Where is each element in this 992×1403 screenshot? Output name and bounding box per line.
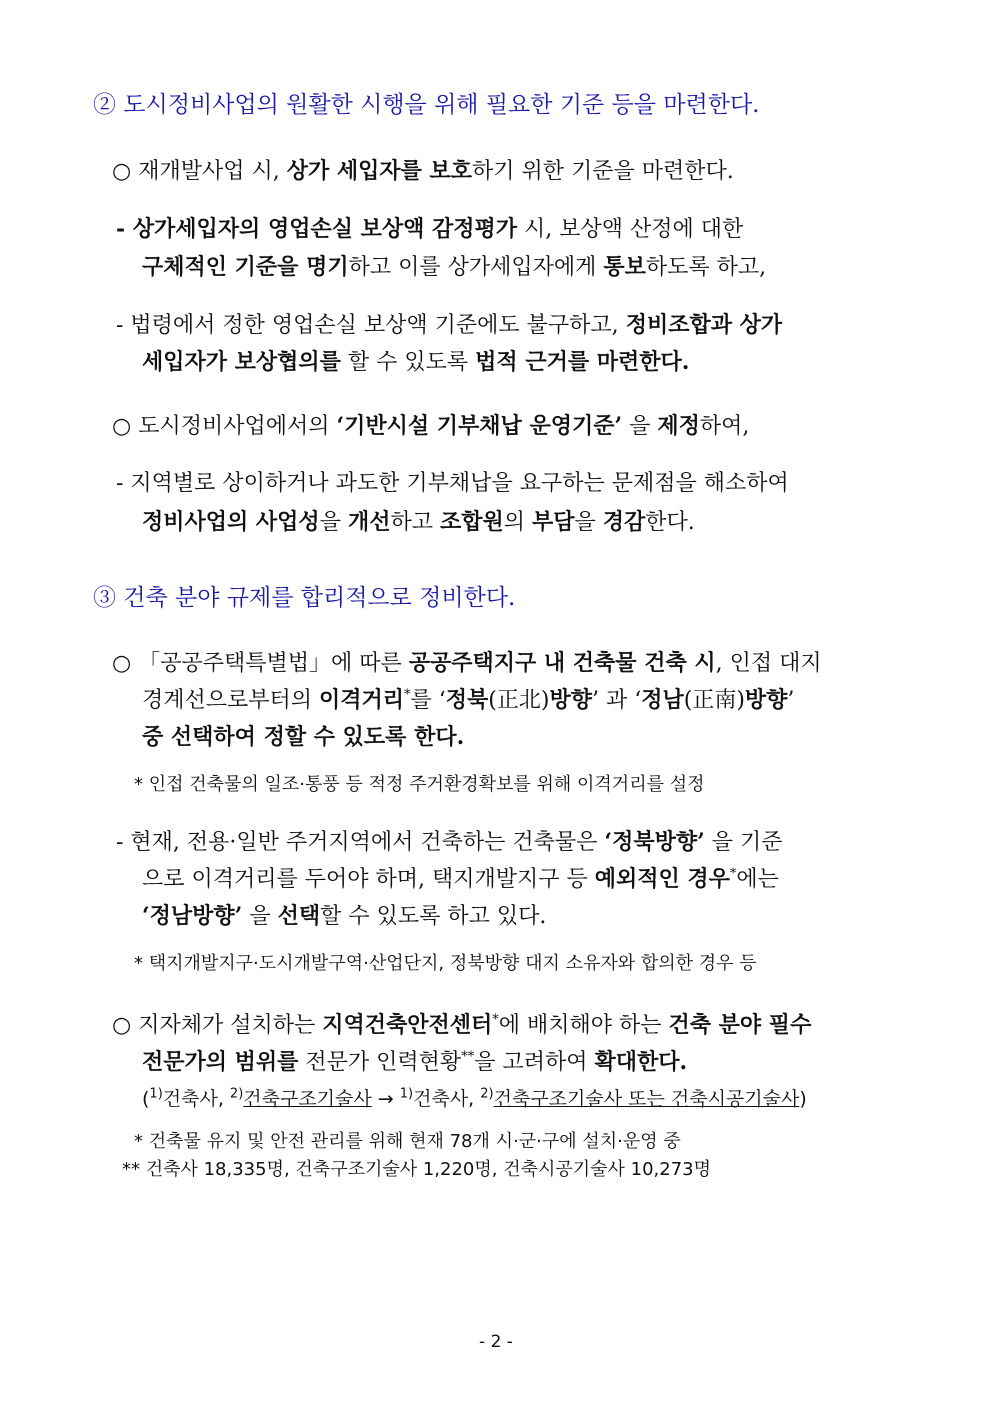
bold-text: 확대한다. [594, 1049, 688, 1075]
bold-text: - 상가세입자의 영업손실 보상액 감정평가 [116, 216, 518, 242]
text: 전문가 인력현황 [298, 1050, 462, 1075]
text: 의 [503, 510, 532, 535]
text: 하고 [390, 510, 440, 535]
text: 한다. [645, 510, 695, 535]
bold-text: 공공주택지구 내 건축물 건축 시 [408, 650, 716, 676]
s3-dash-1-line-1 [116, 827, 783, 858]
bold-text: ‘기반시설 기부채납 운영기준’ [336, 413, 623, 439]
footnote-marker: * [404, 687, 411, 703]
text: 건축사, [162, 1088, 230, 1110]
bold-text: 부담 [531, 509, 575, 535]
section-2-heading: ② 도시정비사업의 원활한 시행을 위해 필요한 기준 등을 마련한다. [93, 92, 760, 118]
s2-dash-2-line-1 [116, 310, 782, 341]
footnote-4: ** 건축사 18,335명, 건축구조기술사 1,220명, 건축시공기술사 10,273명 [122, 1159, 712, 1180]
underlined-text: 건축구조기술사 [243, 1088, 372, 1110]
text: ( [142, 1088, 150, 1110]
text: 을 [319, 510, 348, 535]
bold-text: 법적 근거를 마련한다. [475, 349, 690, 375]
text: 을 [574, 510, 603, 535]
s3-bullet-1-line-3: 중 선택하여 정할 수 있도록 한다. [142, 724, 465, 750]
text: 하도록 하고, [645, 255, 767, 280]
text: 을 [622, 414, 658, 439]
text: 시, 보상액 산정에 대한 [517, 217, 744, 242]
bold-text: 구체적인 기준을 명기 [142, 254, 349, 280]
s2-dash-1-line-1 [116, 214, 743, 245]
text: ) [799, 1088, 807, 1110]
text: 건축사, [413, 1088, 481, 1110]
footnote-1: * 인접 건축물의 일조·통풍 등 적정 주거환경확보를 위해 이격거리를 설정 [134, 774, 705, 795]
bold-text: 이격거리 [319, 687, 405, 713]
s3-bullet-2-line-2 [142, 1047, 687, 1078]
footnote-marker: * [729, 866, 737, 882]
s2-dash-3-line-1: - 지역별로 상이하거나 과도한 기부채납을 요구하는 문제점을 해소하여 [116, 471, 789, 496]
text: 할 수 있도록 하고 있다. [320, 904, 547, 929]
text: (正南) [683, 688, 745, 713]
s2-dash-3-line-2 [142, 507, 695, 538]
text: - 현재, 전용·일반 주거지역에서 건축하는 건축물은 [116, 830, 605, 855]
text: ○ 도시정비사업에서의 [112, 414, 337, 439]
footnote-marker: ** [461, 1049, 475, 1065]
text: 하고 이를 상가세입자에게 [348, 255, 604, 280]
bold-text: 건축 분야 필수 [668, 1012, 812, 1038]
bold-text: 세입자가 보상협의를 [142, 349, 341, 375]
text: 에는 [736, 867, 779, 892]
text: 할 수 있도록 [340, 350, 476, 375]
list-marker: 2) [229, 1086, 244, 1102]
bold-text: 방향 [549, 687, 592, 713]
s2-bullet-2 [112, 411, 749, 442]
bold-text: 정비조합과 상가 [625, 312, 783, 338]
text: ○ 「공공주택특별법」에 따른 [112, 651, 409, 676]
s2-dash-1-line-2 [142, 252, 766, 283]
footnote-3: * 건축물 유지 및 안전 관리를 위해 현재 78개 시·군·구에 설치·운영 중 [134, 1131, 681, 1152]
text: ○ 지자체가 설치하는 [112, 1013, 323, 1038]
text: ○ 재개발사업 시, [112, 159, 287, 184]
bold-text: 상가 세입자를 보호 [286, 158, 473, 184]
text: 을 [242, 904, 278, 929]
text: 하여, [699, 414, 750, 439]
bold-text: 선택 [277, 903, 321, 929]
text: ’ [787, 688, 795, 713]
list-marker: 2) [480, 1086, 494, 1102]
text: 에 배치해야 하는 [498, 1013, 669, 1038]
s3-bullet-1-line-1 [112, 648, 822, 679]
footnote-2: * 택지개발지구·도시개발구역·산업단지, 정북방향 대지 소유자와 합의한 경우 등 [134, 953, 757, 974]
list-marker: 1) [399, 1086, 414, 1102]
text: , 인접 대지 [715, 651, 822, 676]
text: 을 고려하여 [474, 1050, 595, 1075]
text: - 법령에서 정한 영업손실 보상액 기준에도 불구하고, [116, 313, 626, 338]
s3-bullet-1-line-2 [142, 685, 794, 716]
s2-bullet-1 [112, 156, 734, 187]
text: 을 기준 [704, 830, 783, 855]
bold-text: 개선 [347, 509, 391, 535]
arrow-icon: → [371, 1088, 400, 1110]
text: ’ 과 ‘ [591, 688, 642, 713]
bold-text: 전문가의 범위를 [142, 1049, 299, 1075]
text: 를 ‘ [410, 688, 446, 713]
page-number: - 2 - [479, 1332, 513, 1352]
s3-dash-1-line-3 [142, 901, 546, 932]
bold-text: 정북 [445, 687, 489, 713]
bold-text: 제정 [657, 413, 700, 439]
bold-text: 예외적인 경우 [594, 866, 730, 892]
bold-text: 조합원 [439, 509, 504, 535]
footnote-marker: * [492, 1012, 499, 1028]
text: (正北) [488, 688, 550, 713]
bold-text: ‘정남방향’ [142, 903, 243, 929]
s2-dash-2-line-2 [142, 347, 689, 378]
bold-text: 정남 [641, 687, 684, 713]
bold-text: ‘정북방향’ [604, 829, 705, 855]
text: 으로 이격거리를 두어야 하며, 택지개발지구 등 [142, 867, 595, 892]
underlined-text: 건축구조기술사 또는 건축시공기술사 [493, 1088, 800, 1110]
text: 하기 위한 기준을 마련한다. [472, 159, 734, 184]
bold-text: 방향 [744, 687, 788, 713]
bold-text: 지역건축안전센터 [322, 1012, 493, 1038]
section-3-heading: ③ 건축 분야 규제를 합리적으로 정비한다. [93, 585, 516, 611]
s3-dash-1-line-2 [142, 864, 779, 895]
bold-text: 통보 [603, 254, 646, 280]
text: 경계선으로부터의 [142, 688, 320, 713]
bold-text: 정비사업의 사업성 [142, 509, 320, 535]
s3-bullet-2-line-1 [112, 1010, 811, 1041]
list-marker: 1) [149, 1086, 163, 1102]
bold-text: 경감 [602, 509, 646, 535]
s3-bullet-2-line-3 [142, 1084, 807, 1114]
